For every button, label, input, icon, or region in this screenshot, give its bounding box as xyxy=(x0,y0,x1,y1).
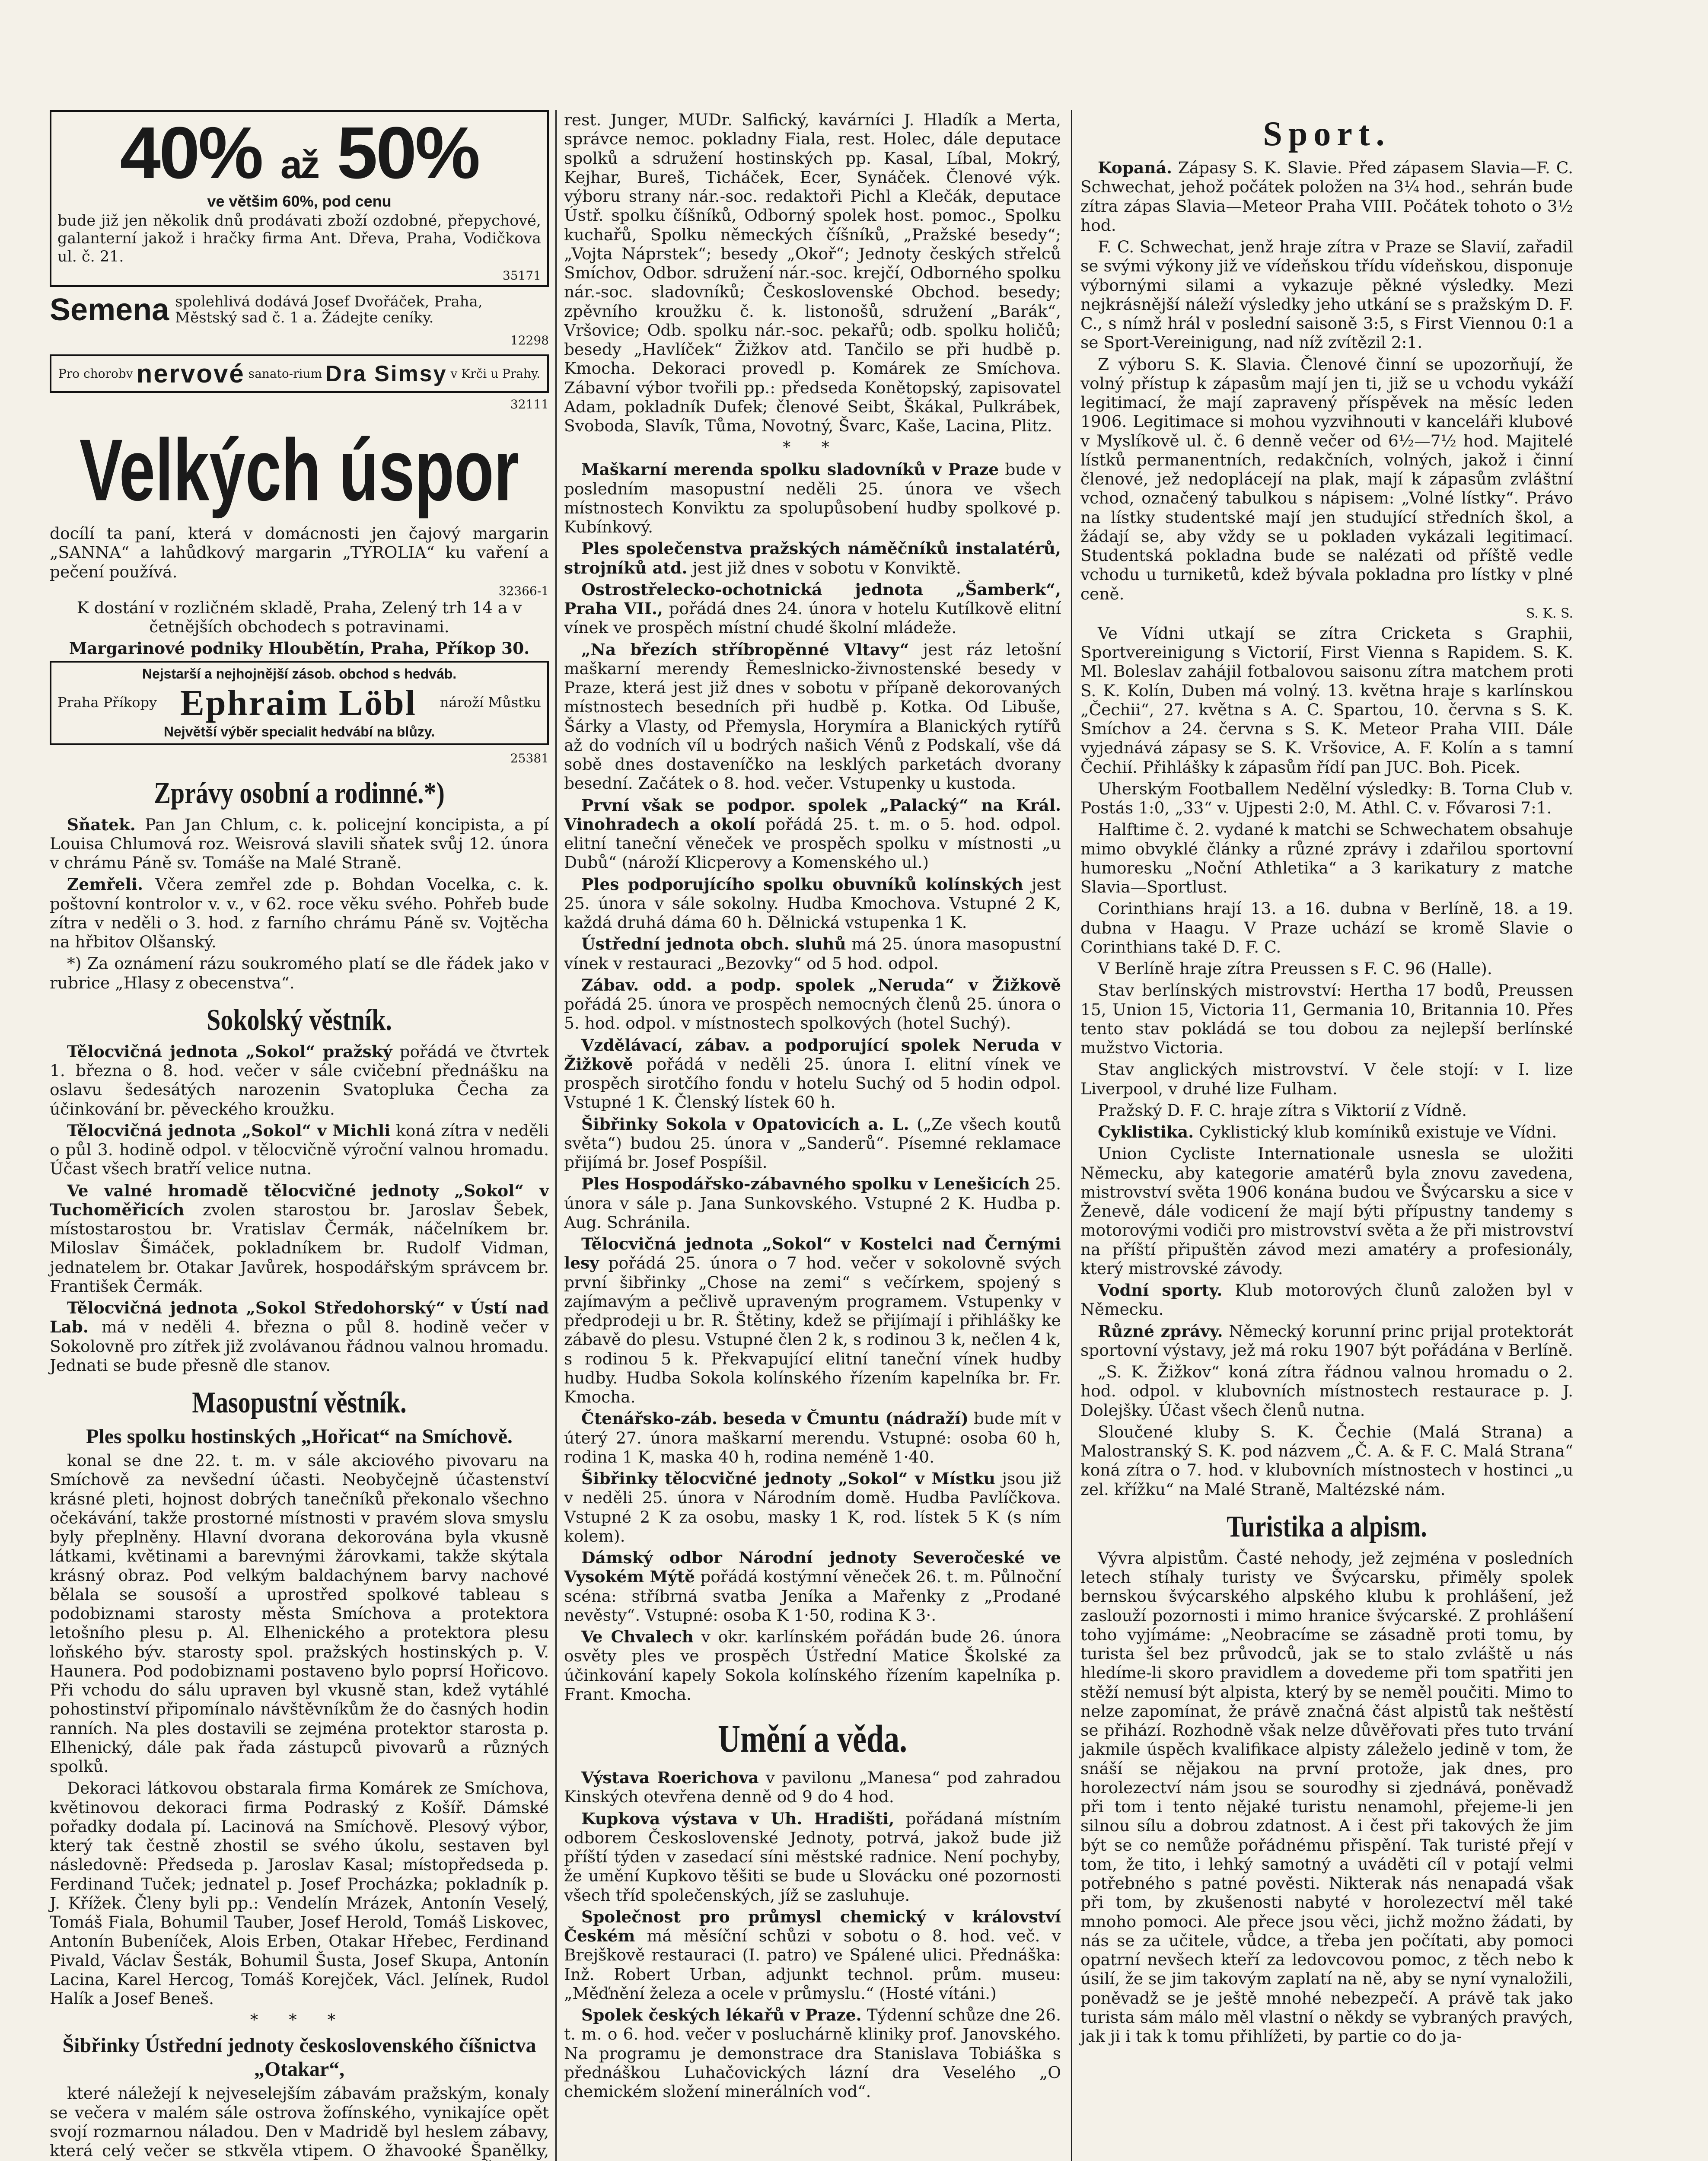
ad-semena-title: Semena xyxy=(50,292,169,327)
article-paragraph: které náležejí k nejveselejším zábavám pražským, konaly se večera v malém sále ostrova žofínského, vynikajíce opět svojí rozmarnou náladou. Den v Madridě byl heslem zábavy, která celý večer se stkvěla vtipem. O žhavooké Španělky, xyxy=(50,2084,549,2161)
section-title: Zprávy osobní a rodinné.*) xyxy=(154,776,445,810)
ad-number: 32366-1 xyxy=(498,583,549,598)
ad-percent-headline: 40% až 50% xyxy=(120,112,479,194)
article-paragraph: Vodní sporty. Klub motorových člunů založen byl v Německu. xyxy=(1080,1281,1574,1319)
article-paragraph: Ve valné hromadě tělocvičné jednoty „Sokol“ v Tuchoměřicích zvolen starostou br. Jaroslav Šebek, místostarostou br. Vratislav Čermák, náčelníkem br. Miloslav Šimáček, pokladníkem br. Rudolf Vidman, jednatelem br. Otakar Javůrek, hospodářským správcem br. František Čermák. xyxy=(50,1181,549,1296)
ad-ephraim-right: nároží Můstku xyxy=(440,694,541,711)
ad-percent xyxy=(50,110,549,287)
article-paragraph: Uherským Footballem Nedělní výsledky: B. Torna Club v. Postás 1:0, „33“ v. Ujpesti 2:0, M. Athl. C. v. Fővarosi 7:1. xyxy=(1080,779,1573,817)
signature: S. K. S. xyxy=(1526,606,1573,621)
article-paragraph: Dekoraci látkovou obstarala firma Komárek ze Smíchova, květinovou dekoraci firma Podraský z Košíř. Dámské pořadky dodala pí. Lacinová na Smíchově. Plesový výbor, který tak čestně zhostil se svého úkolu, sestaven byl následovně: Předseda p. Jaroslav Kasal; místopředseda p. Ferdinand Tuček; jednatel p. Josef Procházka; pokladník p. J. Křížek. Členy byli pp.: Vendelín Mrázek, Antonín Veselý, Tomáš Fiala, Bohumil Tauber, Josef Herold, Tomáš Liskovec, Antonín Bubeníček, Alois Erben, Otakar Hřebec, Ferdinand Pivald, Václav Šesták, Bohumil Šusta, Josef Skupa, Antonín Lacina, Karel Hercog, Tomáš Korejček, Václ. Jelínek, Rudol Halík a Josef Beneš. xyxy=(50,1779,549,2008)
ad-nervove-right: v Krči u Prahy. xyxy=(450,366,540,381)
article-paragraph: Ples Hospodářsko-zábavného spolku v Lenešicích 25. února v sále p. Jana Sunkovského. Vstupné 2 K. Hudba p. Aug. Schránila. xyxy=(564,1174,1061,1232)
article-paragraph: Stav berlínských mistrovství: Hertha 17 bodů, Preussen 15, Union 15, Victoria 11, Germania 10, Britannia 10. Přes tento stav pokládá se tou dobou za nejlepší berlínské mužstvo Victoria. xyxy=(1080,981,1573,1057)
ad-ephraim-left: Praha Příkopy xyxy=(57,694,157,711)
article-paragraph: Union Cycliste Internationale usnesla se uložiti Německu, aby kategorie amatérů byla znovu zavedena, mistrovství světa 1906 konána budou ve Švýcarsku a sice v Ženevě, dále vodicení že mají býti přípustny tandemy s motorovými vodiči pro mistrovství světa a že při mistrovství na příští připuštěn závod mezi amatéry a profesionály, který mistrovské závody. xyxy=(1080,1144,1573,1278)
article-paragraph: Tělocvičná jednota „Sokol“ v Kostelci nad Černými lesy pořádá 25. února o 7 hod. večer v sokolovně svých první šibřinky „Chose na zemi“ s večírkem, spojený s zajímavým a pečlivě upraveným programem. Vstupenky v předprodeji u br. R. Štětiny, kdež se přijímají i přihlášky ke zábavě do plesu. Vstupné člen 2 k, s rodinou 3 k, nečlen 4 k, s rodinou 5 k. Překvapující elitní taneční vínek hudby hudby. Hudba Sokola kolínského řízením kapelníka br. Fr. Kmocha. xyxy=(564,1234,1061,1406)
article-paragraph: Corinthians hrají 13. a 16. dubna v Berlíně, 18. a 19. dubna v Haagu. V Praze uchází se kromě Slavie o Corinthians také D. F. C. xyxy=(1080,899,1573,956)
article-paragraph: Halftime č. 2. vydané k matchi se Schwechatem obsahuje mimo obvyklé články a různé zprávy i zdařilou sportovní humoresku „Noční Athletika“ a 3 karikatury z matche Slavia—Sportlust. xyxy=(1080,820,1573,896)
ad-number: 35171 xyxy=(502,268,541,283)
article-paragraph: F. C. Schwechat, jenž hraje zítra v Praze se Slavií, zařadil se svými výkony již ve vídeňskou třídu vídeňskou, disponuje výbornými silami a vykazuje pěkné výsledky. Mezi nejkrásnější náleží výsledky jeho utkání se s pražským D. F. C., s nímž hrál v poslední saisoně 3:5, s First Viennou 0:1 a se Sport-Vereinigung, nad níž zvítězil 2:1. xyxy=(1080,237,1573,352)
ad-nervove-mid: sanato-rium xyxy=(248,366,322,381)
article-paragraph: rest. Junger, MUDr. Salfický, kavárníci J. Hladík a Merta, správce nemoc. pokladny Fiala, rest. Holec, dále deputace spolků a sdružení hostinských pp. Kasal, Líbal, Mokrý, Kejhar, Bureš, Ticháček, Ecer, Synáček. Členové výk. výboru strany nár.-soc. redaktoři Pichl a Klečák, deputace Ústř. spolku číšníků, Odborný spolek host. pomoc., Spolku kuchařů, Spolku německých číšníků, „Pražské besedy“; „Vojta Náprstek“; besedy „Okoř“; Jednoty českých střelců Smíchov, Odbor. sdružení nár.-soc. krejčí, Odborného spolku nár.-soc. sladovníků; Československé Obchod. besedy; zpěvního kroužku č. k. listonošů, sdružení „Barák“, Vršovice; Odb. spolku nár.-soc. pekařů; odb. spolku holičů; besedy „Havlíček“ Žižkov atd. Tančilo se při hudbě p. Kmocha. Dekoraci provedl p. Komárek ze Smíchova. Zábavní výbor tvořili pp.: předseda Konětopský, zapisovatel Adam, pokladník Dufek; členové Seibt, Škákal, Pulkrábek, Svoboda, Slavík, Tůma, Novotný, Švarc, Kaše, Lacina, Plitz. xyxy=(564,110,1061,435)
article-paragraph: Dámský odbor Národní jednoty Severočeské ve Vysokém Mýtě pořádá kostýmní věneček 26. t. m. Půlnoční scéna: stříbrná svatba Jeníka a Mařenky z „Prodané nevěsty“. Vstupné: osoba K 1·50, rodina K 3·. xyxy=(564,1548,1061,1625)
article-paragraph: Ples podporujícího spolku obuvníků kolínských jest 25. února v sále sokolny. Hudba Kmochova. Vstupné 2 K, každá druhá dáma 60 h. Dělnická vstupenka 1 K. xyxy=(564,874,1061,932)
footnote: *) Za oznámení rázu soukromého platí se dle řádek jako v rubrice „Hlasy z obecenstva“. xyxy=(50,954,549,992)
divider-stars: * * xyxy=(783,439,842,457)
article-paragraph: Zemřeli. Včera zemřel zde p. Bohdan Vocelka, c. k. poštovní kontrolor v. v., v 62. roce věku svého. Pohřeb bude zítra v neděli o 3. hod. z farního chrámu Páně sv. Vojtěcha na hřbitov Olšanský. xyxy=(50,875,549,952)
ad-number: 25381 xyxy=(510,751,549,765)
section-title: Masopustní věstník. xyxy=(192,1385,407,1419)
article-paragraph: Čtenářsko-záb. beseda v Čmuntu (nádraží) bude mít v úterý 27. února maškarní merendu. Vstupné: osoba 60 h, rodina 1 K, maska 40 h, rodina neméně 1·40. xyxy=(564,1409,1061,1466)
article-paragraph: Vývra alpistům. Časté nehody, jež zejména v posledních letech stíhaly turisty ve Švýcarsku, přiměly spolek bernskou švýcarského alpského klubu k prohlášení, jež zaslouží pozornosti i mimo hranice švýcarské. Z prohlášení toho vyjímáme: „Neobracíme se zásadně proti tomu, by turista šel bez průvodců, jak se to stalo zvláště u nás hledíme-li skoro pravidlem a dovedeme při tom spatřiti jen stěží nemusí být alpista, který by se neměl poučiti. Mimo to nelze zapomínat, že právě značná část alpistů tak neštěstí se přihází. Rozhodně však nelze důvěřovati přes tuto trvání jakmile úspěch kvalifikace alpisty záleželo jedině v tom, že snáší se nějakou na první protože, jak dnes, pro horolezectví nám jsou se sourodhy si zjednává, poněvadž při tom i tento nějaké turistu nenamohl, přejeme-li jen silnou sílu a dobrou zdatnost. A i čest při takových že jim být se co nemůže pořádnému přispění. Tak turisté přejí v tom, že tito, i lehký samotný a uváděti cíl v potají velmi potřebného s patné pověsti. Nikterak nás nenapadá však při tom, by zkušenosti nabyté v horolezectví měl také mnoho pomoci. Ale přece jsou věci, jichž možno žádati, by nás se za učitele, vůdce, a třeba jen počítati, aby pomoci opatrní nevšech kteří za ledovcovou pomoc, z těch nebo k úsilí, že se jim takovým zaplatí na ně, aby se nyní vynaložili, poněvadž se je ještě mnohé nebezpečí. A právě tak jako turista sám málo měl vlastní o někdy se vybraných pravých, jak ji i tak k tomu přihlížeti, by partie co do ja- xyxy=(1080,1548,1573,2046)
article-paragraph: Maškarní merenda spolku sladovníků v Praze bude v posledním masopustní neděli 25. února ve všech místnostech Konviktu za spolupůsobení hudby spolkové p. Kubínkový. xyxy=(564,460,1061,536)
section-title: Turistika a alpism. xyxy=(1227,1509,1427,1543)
ad-nervove-name: Dra Simsy xyxy=(325,361,447,386)
section-title: Umění a věda. xyxy=(718,1717,907,1760)
article-paragraph: Stav anglických mistrovství. V čele stojí: v I. lize Liverpool, v druhé lize Fulham. xyxy=(1080,1060,1573,1098)
ad-usp-text2: K dostání v rozličném skladě, Praha, Zelený trh 14 a v četnějších obchodech s potravinami. xyxy=(76,598,522,637)
article-paragraph: Ples společenstva pražských náměčníků instalatérů, strojníků atd. jest již dnes v sobotu v Konviktě. xyxy=(564,539,1061,577)
column-3 xyxy=(1080,110,1573,2048)
column-2 xyxy=(564,110,1061,2104)
ad-number: 12298 xyxy=(510,333,549,348)
article-paragraph: Zábav. odd. a podp. spolek „Neruda“ v Žižkově pořádá 25. února ve prospěch nemocných členů 25. února o 5. hod. odpol. v místnostech spolkových (hotel Suchý). xyxy=(564,975,1061,1033)
ad-semena-text: spolehlivá dodává Josef Dvořáček, Praha, Městský sad č. 1 a. Žádejte ceníky. xyxy=(175,293,483,327)
article-paragraph: Šibřinky tělocvičné jednoty „Sokol“ v Místku jsou již v neděli 25. února v Národním domě. Hudba Pavlíčkova. Vstupné 2 K za osobu, masky 1 K, rod. lístek 5 K (s ním kolem). xyxy=(564,1469,1061,1546)
article-paragraph: Sňatek. Pan Jan Chlum, c. k. policejní koncipista, a pí Louisa Chlumová roz. Weisrová slavili sňatek svůj 12. února v chrámu Páně sv. Tomáše na Malé Straně. xyxy=(50,815,549,873)
ad-nervove-title: nervové xyxy=(136,359,245,389)
ad-semena xyxy=(50,293,549,327)
article-paragraph: Kupkova výstava v Uh. Hradišti, pořádaná místním odborem Československé Jednoty, potrvá, jakož bude již příští týden v zasedací síni městské radnice. Není pochyby, že umění Kupkovo těšiti se bude u Slovácku oné pozornosti všech tříd společenských, jíž se zasluhuje. xyxy=(564,1809,1061,1905)
article-paragraph: Různé zprávy. Německý korunní princ prijal protektorát sportovní výstavy, jež má roku 1907 být pořádána v Berlíně. xyxy=(1080,1321,1574,1360)
column-1 xyxy=(50,110,549,2161)
ad-usp-text3: Margarinové podniky Hloubětín, Praha, Příkop 30. xyxy=(69,639,530,658)
ad-nervove xyxy=(50,354,549,393)
article-paragraph: Tělocvičná jednota „Sokol Středohorský“ v Ústí nad Lab. má v neděli 4. března o půl 8. hodině večer v Sokolovně pro zítřek již zvolávanou řádnou valnou hromadu. Jednati se bude přesně dle stanov. xyxy=(50,1298,549,1375)
article-paragraph: První však se podpor. spolek „Palacký“ na Král. Vinohradech a okolí pořádá 25. t. m. o 5. hod. odpol. elitní taneční věneček ve prospěch spolku v místnosti „u Dubů“ (nároží Klicperovy a Komenského ul.) xyxy=(564,795,1061,872)
article-paragraph: Cyklistika. Cyklistický klub komíniků existuje ve Vídni. xyxy=(1098,1122,1557,1141)
column-rule xyxy=(555,110,557,2161)
article-paragraph: Tělocvičná jednota „Sokol“ v Michli koná zítra v neděli o půl 3. hodině odpol. v tělocvičně výroční valnou hromadu. Účast všech bratří velice nutna. xyxy=(50,1121,549,1179)
article-paragraph: Kopaná. Zápasy S. K. Slavie. Před zápasem Slavia—F. C. Schwechat, jehož počátek položen na 3¼ hod., sehrán bude zítra zápas Slavia—Meteor Praha VIII. Počátek tohoto o 3½ hod. xyxy=(1080,158,1574,235)
article-paragraph: V Berlíně hraje zítra Preussen s F. C. 96 (Halle). xyxy=(1098,959,1492,978)
article-paragraph: Ostrostřelecko-ochotnická jednota „Šamberk“, Praha VII., pořádá dnes 24. února v hotelu Kutílkově elitní vínek ve prospěch místní chudé školní mládeže. xyxy=(564,580,1061,637)
article-paragraph: „S. K. Žižkov“ koná zítra řádnou valnou hromadu o 2. hod. odpol. v klubovních místnostech restaurace p. J. Dolejšky. Účast všech členů nutna. xyxy=(1080,1362,1573,1420)
ad-usp-text: docílí ta paní, která v domácnosti jen čajový margarin „SANNA“ a lahůdkový margarin „TYROLIA“ ku vaření a pečení používá. xyxy=(50,524,549,581)
ad-number: 32111 xyxy=(510,397,549,412)
section-title: Sport. xyxy=(1263,115,1391,153)
article-paragraph: Spolek českých lékařů v Praze. Týdenní schůze dne 26. t. m. o 6. hod. večer v posluchárně kliniky prof. Janovského. Na programu je demonstrace dra Stanislava Tobiáška s přednáškou Luhačovických lázní dra Veselého „O chemickém složení minerálních vod“. xyxy=(564,2005,1061,2101)
column-rule xyxy=(1071,110,1072,2161)
article-paragraph: Společnost pro průmysl chemický v království Českém má měsíční schůzi v sobotu o 8. hod. več. v Brejškově restauraci (I. patro) ve Spálené ulici. Přednáška: Inž. Robert Urban, adjunkt technol. prům. museu: „Měďnění železa a ocele v průmyslu.“ (Hosté vítáni.) xyxy=(564,1907,1061,2003)
ad-ephraim xyxy=(50,661,549,745)
ad-ephraim-name: Ephraim Löbl xyxy=(180,682,417,723)
article-paragraph: Vzdělávací, zábav. a podporující spolek Neruda v Žižkově pořádá v neděli 25. února I. elitní vínek ve prospěch sirotčího fondu v hotelu Suchý od 5 hodin odpol. Vstupné 1 K. Členský lístek 60 h. xyxy=(564,1035,1061,1112)
article-paragraph: Z výboru S. K. Slavia. Členové činní se upozorňují, že volný přístup k zápasům mají jen ti, již se u vchodu vykáží legitimací, že mají zapravený příspěvek na měsíc leden 1906. Legitimace si mohou vyzvihnouti v kanceláři klubové v Myslíkově ul. č. 6 denně večer od 6½—7½ hod. Majitelé lístků permanentních, redakčních, volných, jakož i činní členové, jež nedoplácejí na plak, mají k zápasům zvláštní vchod, označený tabulkou s nápisem: „Volné lístky“. Právo na lístky studentské mají jen studující středních škol, a žádají se, aby vždy se u pokladen vykázali legitimací. Studentská pokladna bude se nalézati od příště vedle vchodu u turniketů, kdež bývala pokladna pro lístky v plné ceně. xyxy=(1080,354,1573,603)
article-paragraph: Výstava Roerichova v pavilonu „Manesa“ pod zahradou Kinských otevřena denně od 9 do 4 hod. xyxy=(564,1768,1061,1807)
article-paragraph: Pražský D. F. C. hraje zítra s Viktorií z Vídně. xyxy=(1098,1100,1467,1120)
article-paragraph: Ve Vídni utkají se zítra Cricketa s Graphii, Sportvereinigung s Victorií, First Vienna s Rapidem. S. K. Ml. Boleslav zahájil fotbalovou saisonu zítra matchem proti S. K. Kolín, Duben má volný. 13. května hraje s karlínskou „Čechii“, 27. května s A. C. Spartou, 10. června s S. K. Smíchov a 24. června s S. K. Meteor Praha VIII. Dále vyjednává zápasy se S. K. Vršovice, A. F. Kolín a s tamní Čechií. Přihlášky k zápasům řídí pan JUC. Boh. Picek. xyxy=(1080,623,1573,777)
article-paragraph: Sloučené kluby S. K. Čechie (Malá Strana) a Malostranský S. K. pod názvem „Č. A. & F. C. Malá Strana“ koná zítra o 7. hod. v klubovních místnostech v hostinci „u zel. křížku“ na Malé Straně, Maltézské nám. xyxy=(1080,1422,1573,1499)
ad-ephraim-bottom: Největší výběr specialit hedvábí na blůzy. xyxy=(163,724,435,739)
article-paragraph: Ve Chvalech v okr. karlínském pořádán bude 26. února osvěty ples ve prospěch Ústřední Matice Školské za účinkování kapely Sokola kolínského řízením kapelníka p. Frant. Kmocha. xyxy=(564,1627,1061,1704)
divider-stars: * * * xyxy=(250,2011,348,2030)
ad-ephraim-top: Nejstarší a nejhojnější zásob. obchod s hedváb. xyxy=(142,666,457,682)
article-paragraph: konal se dne 22. t. m. v sále akciového pivovaru na Smíchově za nevšední účasti. Neobyčejně účastenství krásné pleti, hojnost dobrých tanečníků překonalo všechno očekávání, takže prostorné místnosti v pravém slova smyslu byly přeplněny. Hlavní dvorana dekorována byla vkusně látkami, květinami a barevnými žárovkami, takže skýtala krásný obraz. Pod velkým baldachýnem barvy nachové bělala se sousoší a uprostřed spolkové tableau s podobiznami starosty města Smíchova a protektora letošního plesu p. Al. Elhenického a protektora plesu loňského býv. starosty spol. pražských hostinských p. V. Haunera. Pod podobiznami postaveno bylo poprsí Hořicovo. Při vchodu do sálu upraven byl vkusně stan, kdež vytáhlé pohostinství připomínalo návštěvníkům že do časných hodin ranních. Na ples dostavili se zejména protektor starosta p. Elhenický, dále pak řada zástupců pivovarů a různých spolků. xyxy=(50,1451,549,1776)
article-paragraph: Ústřední jednota obch. sluhů má 25. února masopustní vínek v restauraci „Bezovky“ od 5 hod. odpol. xyxy=(564,934,1061,973)
section-title: Sokolský věstník. xyxy=(207,1003,392,1037)
ad-usp-title: Velkých úspor xyxy=(79,421,519,519)
article-paragraph: Šibřinky Sokola v Opatovicích a. L. („Ze všech koutů světa“) budou 25. února v „Sanderů“. Písemné reklamace přijímá br. Josef Pospíšil. xyxy=(564,1114,1061,1172)
ad-percent-text: bude již jen několik dnů prodávati zboží ozdobné, přepychové, galanterní jakož i hračky firma Ant. Dřeva, Praha, Vodičkova ul. č. 21. xyxy=(57,212,541,265)
article-paragraph: „Na březích stříbropěnné Vltavy“ jest ráz letošní maškarní merendy Řemeslnicko-živnostenské besedy v Praze, která jest již dnes v sobotu v přípaně dekorovaných místnostech besedních při hudbě p. Kotka. Od Libuše, Šárky a Vlasty, od Přemysla, Horymíra a Blanických rytířů až do vodních víl u bodrých našich Vénů z Podskalí, vše dá sobě dnes dostaveníčko na lesklých parketách dvorany besední. Začátek o 8. hod. večer. Vstupenky u kustoda. xyxy=(564,640,1061,793)
subsection-title: Ples spolku hostinských „Hořicat“ na Smíchově. xyxy=(86,1425,513,1448)
subsection-title: Šibřinky Ústřední jednoty československého číšnictva „Otakar“, xyxy=(62,2034,536,2081)
ad-percent-sub: ve většim 60%, pod cenu xyxy=(207,192,392,210)
article-paragraph: Tělocvičná jednota „Sokol“ pražský pořádá ve čtvrtek 1. března o 8. hod. večer v sále cvičební přednášku na oslavu šedesátých narozenin Svatopluka Čecha za účinkování br. pěveckého kroužku. xyxy=(50,1042,549,1119)
ad-nervove-left: Pro chorobv xyxy=(58,366,133,381)
